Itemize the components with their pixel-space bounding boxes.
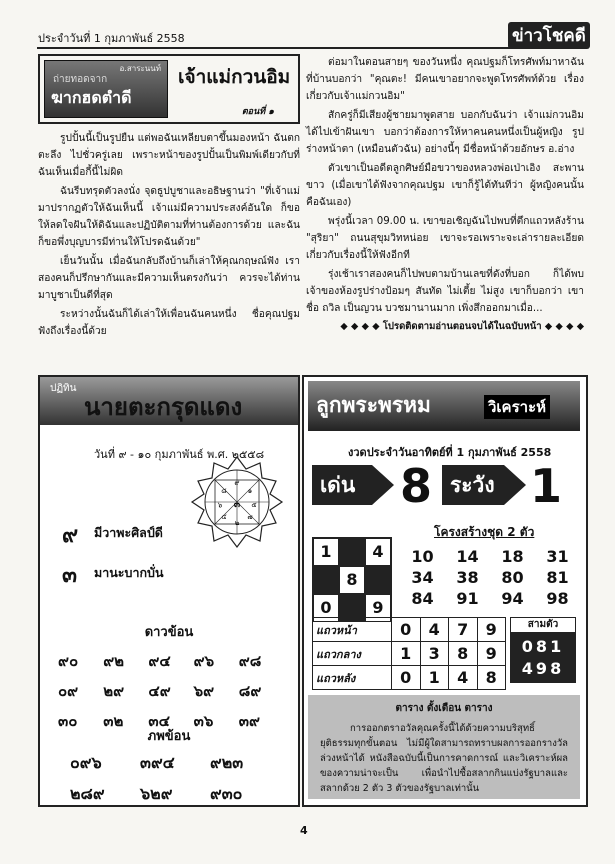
issue-date: ประจำวันที่ 1 กุมภาพันธ์ 2558 bbox=[38, 32, 185, 45]
row-line bbox=[313, 618, 506, 642]
story-paragraph: เย็นวันนั้น เมื่อฉันกลับถึงบ้านก็เล่าให้คุณกฤษณ์ฟัง เราสองคนก็ปรึกษากันและมีความเห็นตรงกันว่า ควรจะได้ท่านมาบูชาเป็นดีที่สุด bbox=[38, 256, 300, 301]
pair-number: 14 bbox=[456, 547, 479, 566]
row-line bbox=[313, 666, 506, 690]
pair-number: 38 bbox=[456, 568, 479, 587]
checker-cell bbox=[365, 566, 391, 594]
row-line bbox=[313, 642, 506, 666]
disclaimer-title: ตาราง ตั้งเตือน ตาราง bbox=[395, 703, 493, 714]
story-title-block bbox=[38, 54, 300, 124]
three-digit-number: ๖๒๙ bbox=[140, 784, 173, 803]
three-digit-number: ๙๒๓ bbox=[210, 753, 244, 772]
column-name-line1: ถ่ายทอดจาก bbox=[53, 74, 108, 85]
two-digit-number: ๓๖ bbox=[193, 712, 214, 730]
two-digit-number: ๙๖ bbox=[193, 652, 215, 670]
story-paragraph: ต่อมาในตอนสายๆ ของวันหนึ่ง คุณปฐมก็โทรศัพท์มาหาฉันที่บ้านบอกว่า "คุณตะ! มีคนเขาอยากจะพูดโทรศัพท์ด้วย เรื่องเกี่ยวกับเจ้าแม่กวนอิม" bbox=[306, 57, 584, 102]
two-digit-number: ๘๙ bbox=[238, 682, 262, 700]
two-digit-number: ๓๐ bbox=[58, 712, 78, 730]
story-paragraph: ฉันรีบทรุดตัวลงนั่ง จุดธูปบูชาและอธิษฐานว่า "ที่เจ้าแม่มาปรากฏตัวให้ฉันเห็นนี้ เจ้าแม่มีความประสงค์อันใด ก็ขอให้ลดใจฝันให้ดิฉันและปฏิบัติตามที่ท่านต้องการด้วย และฉันก็ขอพึ่งบุญบารมีท่านให้โปรดฉันด้วย" bbox=[38, 186, 300, 248]
disclaimer-text: การออกตราอวัลคุณครั้งนี้ได้ด้วยความบริสุทธิ์ยุติธรรมทุกขั้นตอน ไม่มีผู้ใดสามารถทราบผลการออกรางวัลล่วงหน้าได้ หนังสือฉบับนี้เป็นการคาดการณ์ และวิเคราะห์ผลของความน่าจะเป็น เพื่อนำไปซื้อสลากกินแบ่งรัฐบาลและสลากด้วย 2 ตัว 3 ตัวของรัฐบาลเท่านั้น bbox=[320, 723, 568, 794]
two-digit-number: ๓๔ bbox=[148, 712, 170, 730]
three-digit-number: ๓๙๔ bbox=[140, 753, 175, 772]
checker-cell: 4 bbox=[365, 538, 391, 566]
story-paragraph: สักครู่ก็มีเสียงผู้ชายมาพูดสาย บอกกับฉันว่า เจ้าแม่กวนอิมได้ไปเข้าฝันเขา บอกว่าต้องการให้หาคนคนหนึ่งเป็นผู้หญิง รูปร่างหน้าตา (เหมือนตัวฉัน) อย่างนี้ๆ มีชื่อหน้าด้วยอักษร อ.อ่าง bbox=[306, 110, 584, 155]
story-title: เจ้าแม่กวนอิม bbox=[178, 66, 291, 88]
row-digit: 0 bbox=[392, 666, 421, 690]
draw-date: งวดประจำวันอาทิตย์ที่ 1 กุมภาพันธ์ 2558 bbox=[348, 446, 552, 459]
story-paragraph: พรุ่งนี้เวลา 09.00 น. เขาขอเชิญฉันไปพบที่ตึกแถวหลังร้าน "สุริยา" ถนนสุขุมวิทหน่อย เขาจะรอเพราะจะเล่ารายละเอียดเกี่ยวกับเรื่องนี้ให้ฟังอีกที bbox=[306, 216, 584, 261]
story-right-column bbox=[306, 54, 584, 374]
two-digit-number: ๖๙ bbox=[193, 682, 215, 700]
three-digit-heading: ภพข้อน bbox=[147, 729, 191, 744]
header-rule bbox=[37, 47, 585, 49]
wheel-cell: ๕ bbox=[251, 501, 257, 509]
row-digit: 4 bbox=[449, 666, 478, 690]
checker-cell bbox=[313, 566, 339, 594]
lucky-digit: ๙ bbox=[62, 523, 79, 548]
row-label: แถวหลัง bbox=[313, 666, 392, 690]
pair-number: 98 bbox=[546, 589, 569, 608]
row-digit: 1 bbox=[392, 642, 421, 666]
checker-cell: 9 bbox=[365, 594, 391, 622]
two-digit-number: ๔๙ bbox=[148, 682, 171, 700]
structure-label: โครงสร้างชุด 2 ตัว bbox=[434, 525, 535, 539]
row-digit: 3 bbox=[420, 642, 449, 666]
three-digit-label: สามตัว bbox=[510, 617, 576, 633]
wheel-cell: ๗ bbox=[247, 513, 253, 521]
pair-number: 91 bbox=[456, 589, 479, 608]
pair-number: 34 bbox=[411, 568, 434, 587]
pair-number: 18 bbox=[501, 547, 524, 566]
pair-number: 31 bbox=[546, 547, 569, 566]
column-logo bbox=[44, 60, 168, 118]
two-digit-heading: ดาวข้อน bbox=[144, 625, 194, 640]
two-digit-number: ๒๙ bbox=[103, 682, 125, 700]
row-digit: 8 bbox=[477, 666, 506, 690]
row-digit: 0 bbox=[392, 618, 421, 642]
row-digit: 1 bbox=[420, 666, 449, 690]
beware-label: ระวัง bbox=[442, 465, 504, 505]
three-digit-number: ๒๘๙ bbox=[70, 784, 105, 803]
analysis-title: ลูกพระพรหม bbox=[316, 393, 431, 417]
pair-number: 80 bbox=[501, 568, 524, 587]
wheel-cell: ๖ bbox=[217, 501, 223, 509]
three-digit-grid bbox=[70, 751, 280, 807]
two-digit-number: ๙๐ bbox=[58, 652, 79, 670]
analysis-tag: วิเคราะห์ bbox=[484, 395, 550, 419]
row-label: แถวหน้า bbox=[313, 618, 392, 642]
wheel-cell: ๘ bbox=[221, 487, 227, 495]
three-digit-box bbox=[510, 617, 576, 683]
wheel-cell: ๙ bbox=[234, 479, 240, 487]
row-digit: 4 bbox=[420, 618, 449, 642]
wheel-cell: ๔ bbox=[221, 513, 227, 521]
pair-number: 84 bbox=[411, 589, 434, 608]
three-digit-value: 081 bbox=[521, 637, 565, 656]
checker-grid bbox=[312, 537, 392, 617]
beware-number: 1 bbox=[530, 459, 563, 513]
story-paragraph: รุ่งเช้าเราสองคนก็ไปพบตามบ้านเลขที่ดังที่บอก ก็ได้พบเจ้าของห้องรูปร่างป้อมๆ สันทัด ไม่เตี้ย ไม่สูง เขาก็บอกว่า เขาชื่อ ถวิล เป็นญวน บวชมานานมาก เพิ่งสึกออกมาเมื่อ... bbox=[306, 269, 584, 314]
lead-label: เด่น bbox=[312, 465, 372, 505]
checker-cell: 8 bbox=[339, 566, 365, 594]
astrology-wheel bbox=[190, 455, 284, 549]
pair-number: 10 bbox=[411, 547, 434, 566]
story-paragraph: รูปปั้นนี้เป็นรูปยืน แต่พอฉันเหลียบตาขึ้นมองหน้า ฉันตกตะลึง ไปชั่วครู่เลย เพราะหน้าของรูปปั้นเป็นพิมพ์เดียวกับที่ฉันเห็นเมื่อกี้นี้ไม่ผิด bbox=[38, 133, 300, 178]
banner-title: นายตะกรุดแดง bbox=[84, 393, 243, 421]
row-digit: 7 bbox=[449, 618, 478, 642]
two-digit-number: ๐๙ bbox=[58, 682, 79, 700]
calendar-date: วันที่ ๙ - ๑๐ กุมภาพันธ์ พ.ศ. ๒๕๕๘ bbox=[94, 448, 265, 461]
row-digit: 9 bbox=[477, 618, 506, 642]
column-name-line2: ฆากฮดตำดี bbox=[51, 88, 132, 107]
row-digit: 9 bbox=[477, 642, 506, 666]
lucky-digit-meaning: มานะบากบั่น bbox=[94, 565, 164, 580]
wheel-cell: ๒ bbox=[234, 519, 240, 527]
disclaimer-box bbox=[308, 695, 580, 799]
page-number: 4 bbox=[300, 824, 308, 837]
wheel-cell: ๓ bbox=[233, 500, 241, 510]
episode-label: ตอนที่ ๑ bbox=[241, 107, 274, 117]
pair-number: 81 bbox=[546, 568, 569, 587]
calendar-banner bbox=[40, 377, 298, 425]
analysis-banner bbox=[308, 381, 580, 431]
pair-numbers bbox=[400, 547, 580, 608]
lucky-digit: ๓ bbox=[62, 563, 78, 588]
three-digit-number: ๐๙๖ bbox=[70, 753, 102, 772]
checker-cell: 1 bbox=[313, 538, 339, 566]
checker-cell bbox=[339, 538, 365, 566]
row-digit: 8 bbox=[449, 642, 478, 666]
lucky-digit-meaning: มีวาพะศิลป์ดี bbox=[94, 525, 163, 540]
continued-note: ◆ ◆ ◆ ◆ โปรดติดตามอ่านตอนจบได้ในฉบับหน้า ◆ ◆ ◆ ◆ bbox=[340, 321, 584, 332]
two-digit-grid bbox=[58, 649, 284, 733]
wheel-cell: ๑ bbox=[247, 487, 253, 495]
checker-cell: 0 bbox=[313, 594, 339, 622]
lottery-analysis-box bbox=[302, 375, 588, 807]
story-paragraph: ตัวเขาเป็นอดีตลูกศิษย์มือขวาของหลวงพ่อเป่าเอิง สะพานขาว (เมื่อเขาได้ฟังจากคุณปฐม เขาก็รู้ได้ทันทีว่า ผู้หญิงคนนั้นคือฉันเอง) bbox=[306, 163, 584, 208]
pair-number: 94 bbox=[501, 589, 524, 608]
lucky-calendar-box bbox=[38, 375, 300, 807]
three-digit-value: 498 bbox=[521, 659, 565, 678]
three-digit-number: ๙๓๐ bbox=[210, 784, 243, 803]
two-digit-number: ๙๒ bbox=[103, 652, 125, 670]
two-digit-number: ๓๙ bbox=[238, 712, 261, 730]
row-label: แถวกลาง bbox=[313, 642, 392, 666]
banner-small-text: ปฏิทิน bbox=[50, 383, 77, 394]
story-paragraph: ระหว่างนั้นฉันก็ได้เล่าให้เพื่อนฉันคนหนึ่ง ชื่อคุณปฐม ฟังถึงเรื่องนี้ด้วย bbox=[38, 309, 300, 337]
story-left-column bbox=[38, 54, 300, 374]
two-digit-number: ๙๘ bbox=[238, 652, 262, 670]
brand-logo: ข่าวโชคดี bbox=[508, 22, 590, 49]
lead-number: 8 bbox=[400, 459, 433, 513]
author-byline: อ.สาระนนท์ bbox=[119, 64, 161, 73]
two-digit-number: ๙๔ bbox=[148, 652, 171, 670]
row-table bbox=[312, 617, 506, 690]
two-digit-number: ๓๒ bbox=[103, 712, 124, 730]
